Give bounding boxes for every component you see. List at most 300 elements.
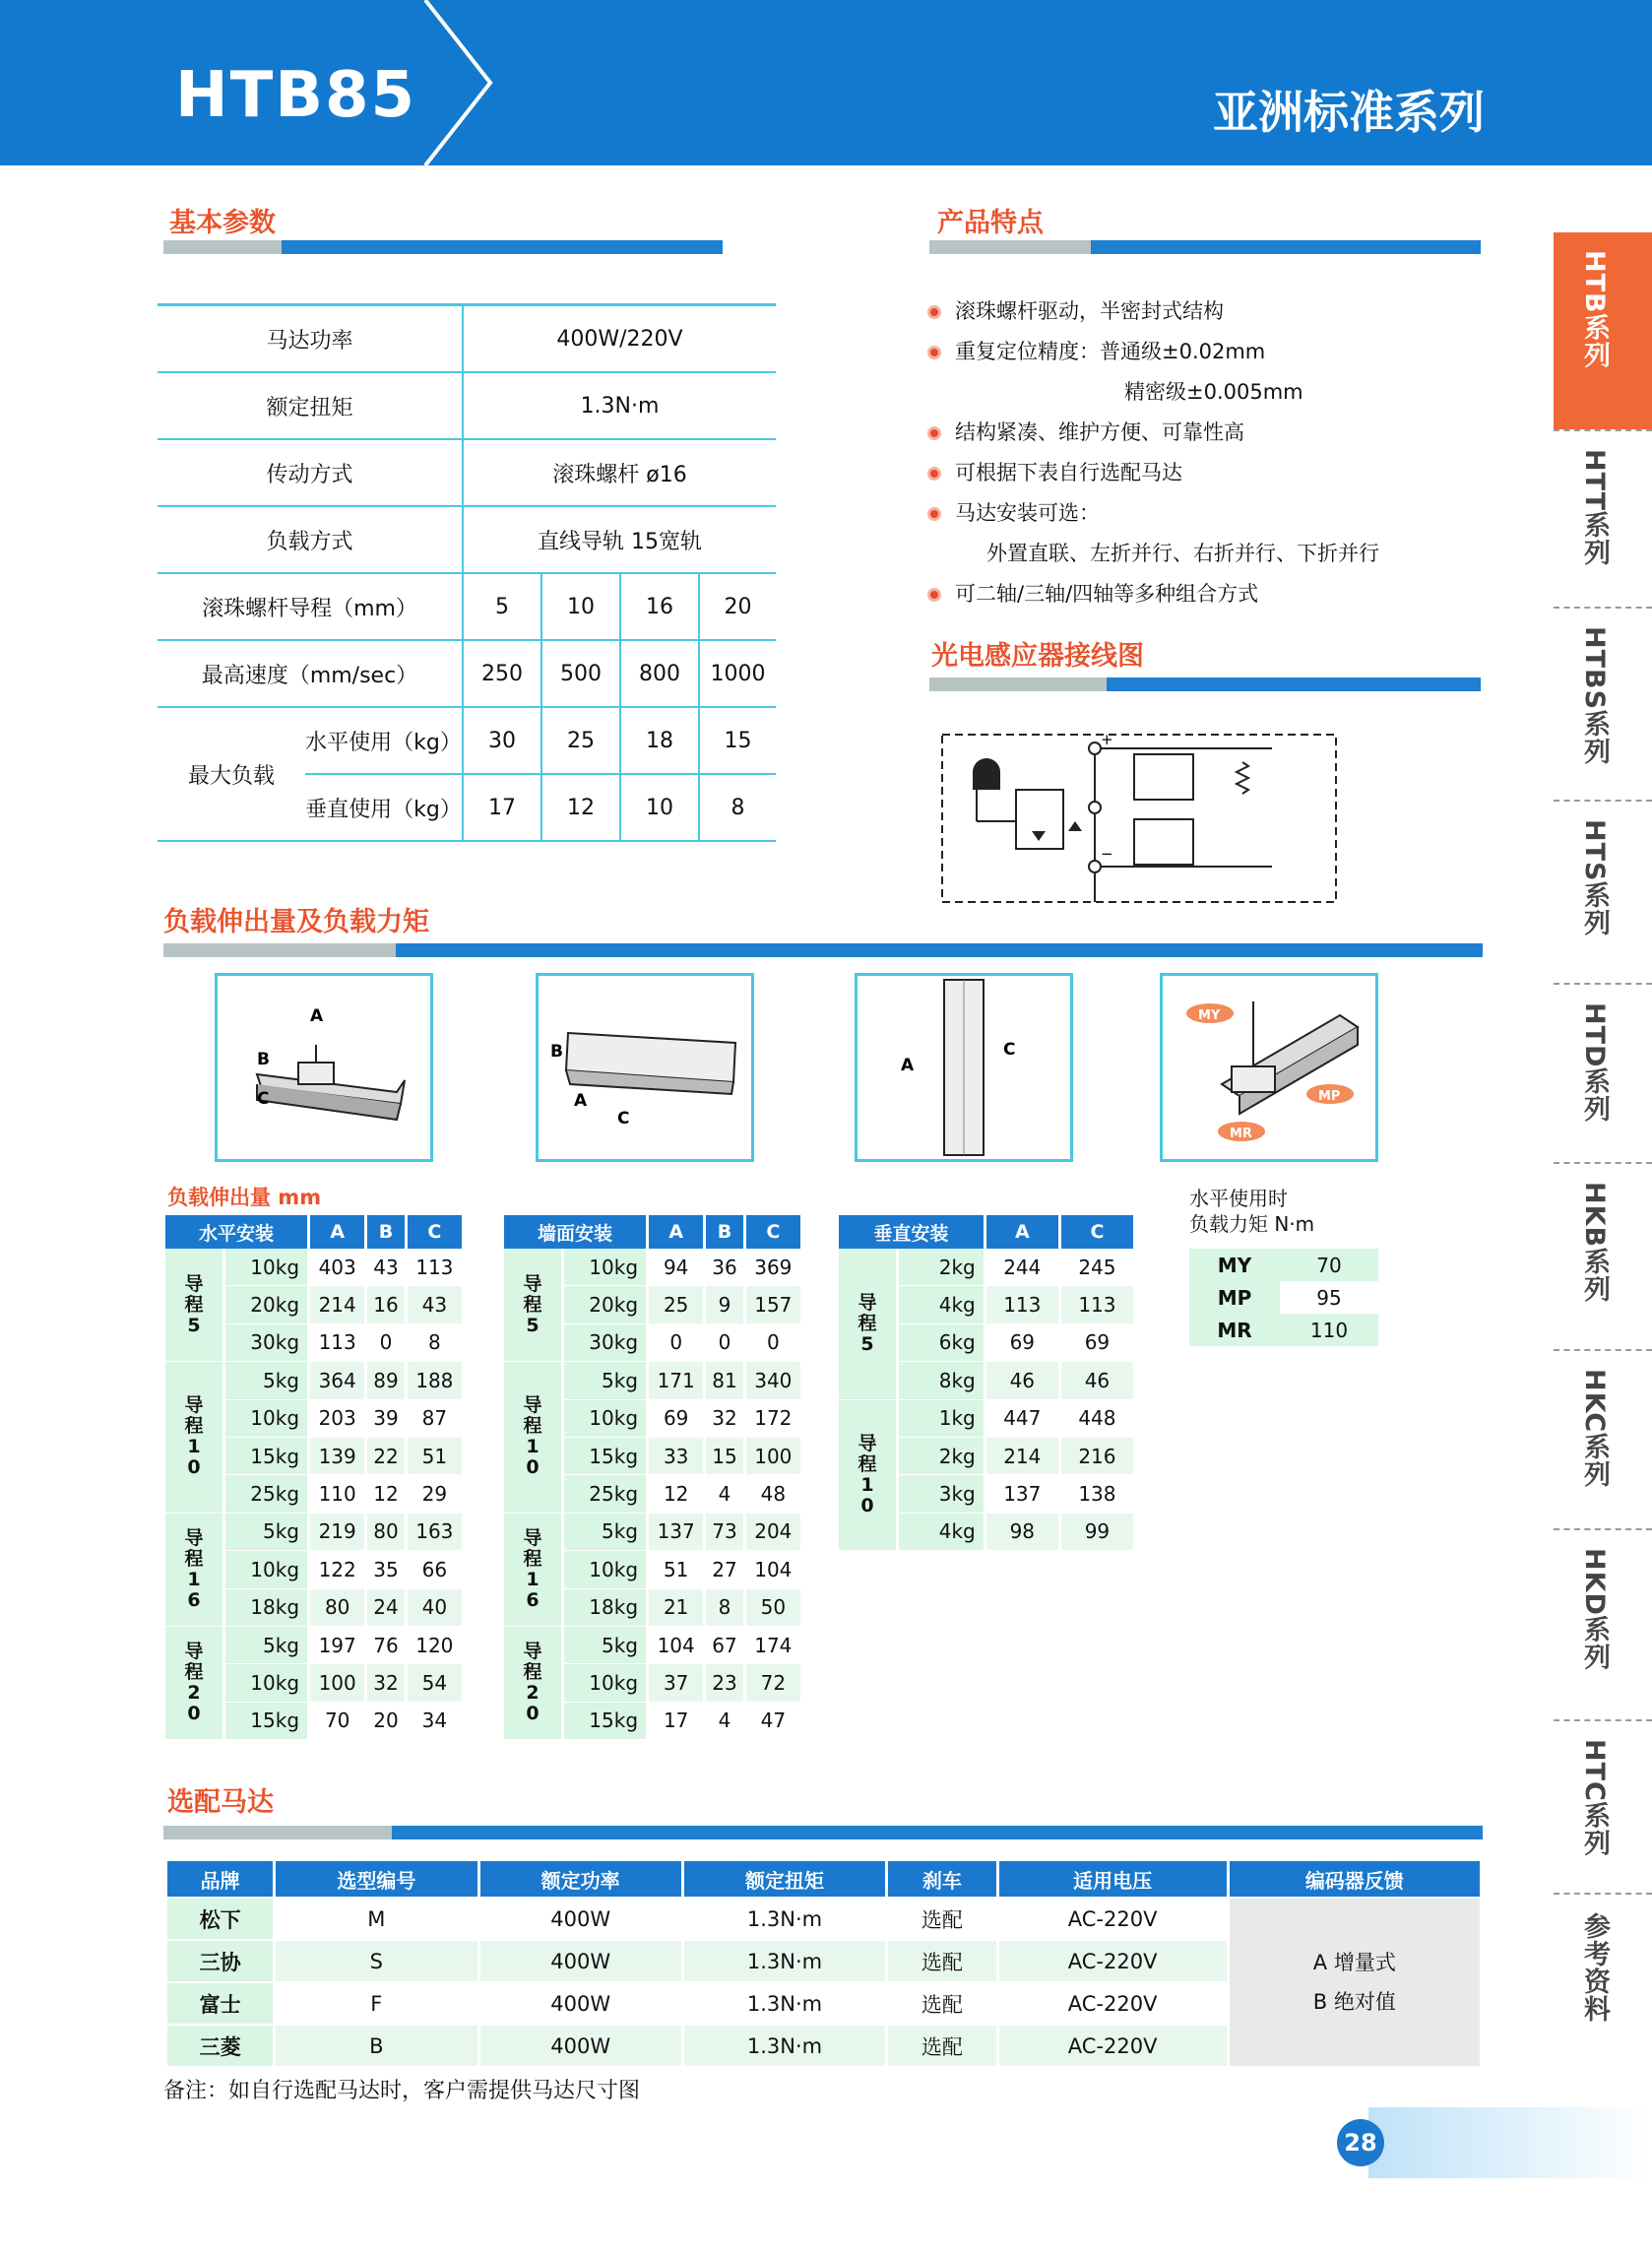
vert-value: 12 (541, 774, 620, 841)
moment-value: 95 (1316, 1285, 1342, 1310)
load-value: 81 (705, 1362, 744, 1399)
lead-group-label: 导程16 (184, 1526, 204, 1611)
motor-cell: AC-220V (997, 1940, 1228, 1982)
load-value: 51 (406, 1437, 463, 1474)
load-value: 113 (406, 1249, 463, 1286)
load-value: 36 (705, 1249, 744, 1286)
load-value: 137 (985, 1475, 1059, 1513)
load-value: 27 (705, 1551, 744, 1588)
load-value: 33 (648, 1437, 705, 1474)
load-value: 447 (985, 1399, 1059, 1437)
load-value: 46 (1059, 1362, 1134, 1399)
lead-value: 5 (463, 573, 541, 640)
load-value: 69 (985, 1323, 1059, 1361)
side-tab-3[interactable] (1554, 800, 1652, 983)
param-value: 滚珠螺杆 ø16 (463, 439, 776, 506)
moment-table (1189, 1249, 1378, 1346)
load-kg: 4kg (898, 1286, 985, 1323)
load-value: 172 (744, 1399, 801, 1437)
load-header: 水平安装 (165, 1215, 309, 1249)
section-bar (163, 1826, 1483, 1839)
load-value: 0 (366, 1323, 406, 1361)
load-kg: 25kg (563, 1475, 648, 1513)
side-tab-6[interactable] (1554, 1349, 1652, 1528)
load-value: 104 (648, 1626, 705, 1663)
wall-load-table (504, 1215, 803, 1740)
horiz-value: 25 (541, 707, 620, 774)
motor-cell: 1.3N·m (682, 2025, 886, 2066)
lead-group-label: 导程16 (523, 1526, 542, 1611)
load-value: 29 (406, 1475, 463, 1513)
motor-header: 额定扭矩 (682, 1861, 886, 1898)
feature-text: 精密级±0.005mm (1124, 380, 1303, 404)
load-value: 171 (648, 1362, 705, 1399)
speed-value: 500 (541, 640, 620, 707)
moment-key: MR (1189, 1314, 1280, 1346)
motor-cell: AC-220V (997, 1898, 1228, 1940)
horiz-value: 30 (463, 707, 541, 774)
vert-value: 10 (620, 774, 699, 841)
section-bar (929, 677, 1481, 691)
load-kg: 30kg (563, 1323, 648, 1361)
moment-title (1189, 1186, 1314, 1237)
side-tab-label: HTB系列 (1579, 250, 1610, 369)
side-tab-label: HTD系列 (1579, 1002, 1610, 1124)
vert-label: 垂直使用（kg） (305, 774, 463, 841)
feature-item (927, 413, 1379, 453)
bullet-icon (927, 305, 941, 319)
motor-cell: 400W (478, 1940, 682, 1982)
motor-cell: B (275, 2025, 478, 2066)
moment-value: 70 (1280, 1249, 1378, 1281)
speed-value: 1000 (699, 640, 776, 707)
motor-header: 选型编号 (275, 1861, 478, 1898)
label-mp: MP (1318, 1089, 1341, 1104)
motor-title: 选配马达 (167, 1787, 274, 1818)
load-value: 204 (744, 1513, 801, 1550)
load-section-title: 负载伸出量及负载力矩 (163, 907, 429, 937)
feature-item (927, 493, 1379, 534)
load-kg: 10kg (563, 1551, 648, 1588)
motor-cell: 1.3N·m (682, 1940, 886, 1982)
horiz-value: 15 (699, 707, 776, 774)
label-c: C (1003, 1040, 1016, 1060)
load-value: 137 (648, 1513, 705, 1550)
basic-params-title: 基本参数 (169, 208, 276, 238)
motor-cell: 400W (478, 1898, 682, 1940)
load-kg: 5kg (224, 1362, 309, 1399)
load-value: 32 (705, 1399, 744, 1437)
load-header: A (309, 1215, 366, 1249)
load-value: 67 (705, 1626, 744, 1663)
motor-cell: 选配 (887, 1940, 997, 1982)
label-b: B (550, 1042, 563, 1062)
moment-key: MY (1189, 1249, 1280, 1281)
load-value: 69 (648, 1399, 705, 1437)
feature-text: 可根据下表自行选配马达 (955, 461, 1182, 484)
moment-figure (1160, 973, 1378, 1162)
lead-group-label: 导程10 (858, 1432, 877, 1516)
load-value: 32 (366, 1664, 406, 1702)
load-value: 174 (744, 1626, 801, 1663)
load-value: 47 (744, 1702, 801, 1739)
minus-label: − (1101, 845, 1113, 863)
load-kg: 1kg (898, 1399, 985, 1437)
features-title: 产品特点 (937, 208, 1044, 238)
lead-group (165, 1513, 224, 1626)
load-kg: 10kg (563, 1399, 648, 1437)
motor-header: 品牌 (167, 1861, 275, 1898)
lead-group-label: 导程5 (523, 1272, 542, 1336)
load-kg: 15kg (224, 1437, 309, 1474)
side-tab-9[interactable] (1554, 1893, 1652, 2054)
lead-group (504, 1249, 563, 1362)
section-bar (163, 943, 1483, 957)
lead-group (165, 1362, 224, 1514)
motor-brand: 富士 (167, 1982, 275, 2025)
load-value: 4 (705, 1475, 744, 1513)
load-value: 22 (366, 1437, 406, 1474)
bullet-icon (927, 346, 941, 359)
plus-label: + (1101, 731, 1113, 748)
load-kg: 3kg (898, 1475, 985, 1513)
load-kg: 20kg (563, 1286, 648, 1323)
param-label: 额定扭矩 (158, 372, 463, 439)
load-value: 197 (309, 1626, 366, 1663)
horiz-value: 18 (620, 707, 699, 774)
lead-group (839, 1249, 898, 1399)
load-value: 21 (648, 1588, 705, 1626)
motor-cell: 1.3N·m (682, 1982, 886, 2025)
load-subtitle: 负载伸出量 mm (167, 1186, 322, 1209)
model-title: HTB85 (175, 59, 417, 132)
label-a: A (310, 1006, 324, 1026)
bullet-icon (927, 426, 941, 440)
side-tab-label: HTBS系列 (1579, 626, 1610, 766)
lead-group (504, 1513, 563, 1626)
lead-group (165, 1626, 224, 1739)
load-kg: 2kg (898, 1437, 985, 1474)
lead-value: 10 (541, 573, 620, 640)
load-value: 110 (309, 1475, 366, 1513)
bullet-icon (927, 588, 941, 602)
load-value: 8 (406, 1323, 463, 1361)
load-kg: 5kg (563, 1626, 648, 1663)
motor-cell: F (275, 1982, 478, 2025)
side-tab-label: HTS系列 (1579, 819, 1610, 937)
load-value: 99 (1059, 1513, 1134, 1550)
feature-text: 滚珠螺杆驱动，半密封式结构 (955, 299, 1224, 323)
load-value: 76 (366, 1626, 406, 1663)
lead-group (165, 1249, 224, 1362)
load-kg: 6kg (898, 1323, 985, 1361)
motor-note: 备注：如自行选配马达时，客户需提供马达尺寸图 (163, 2079, 641, 2103)
label-b: B (257, 1050, 270, 1069)
sensor-title: 光电感应器接线图 (931, 641, 1144, 672)
load-value: 80 (309, 1588, 366, 1626)
lead-group-label: 导程20 (523, 1640, 542, 1724)
motor-cell: AC-220V (997, 1982, 1228, 2025)
load-value: 9 (705, 1286, 744, 1323)
load-value: 20 (366, 1702, 406, 1739)
section-bar (929, 240, 1481, 254)
wiring-diagram (937, 723, 1351, 910)
load-value: 448 (1059, 1399, 1134, 1437)
side-tab-label: HKD系列 (1579, 1548, 1610, 1671)
param-value: 1.3N·m (463, 372, 776, 439)
load-value: 0 (648, 1323, 705, 1361)
load-value: 87 (406, 1399, 463, 1437)
load-value: 113 (985, 1286, 1059, 1323)
load-header: C (744, 1215, 801, 1249)
load-value: 72 (744, 1664, 801, 1702)
load-value: 138 (1059, 1475, 1134, 1513)
load-kg: 10kg (563, 1249, 648, 1286)
side-tab-label: HKC系列 (1579, 1369, 1610, 1489)
feature-text: 可二轴/三轴/四轴等多种组合方式 (955, 582, 1259, 606)
load-value: 15 (705, 1437, 744, 1474)
side-tab-4[interactable] (1554, 983, 1652, 1162)
wall-mount-figure (536, 973, 754, 1162)
load-value: 369 (744, 1249, 801, 1286)
label-a: A (901, 1056, 915, 1075)
series-side-nav (1554, 232, 1652, 2054)
motor-table (167, 1861, 1483, 2066)
motor-cell: AC-220V (997, 2025, 1228, 2066)
side-tab-label: HKB系列 (1579, 1182, 1610, 1304)
load-kg: 5kg (563, 1362, 648, 1399)
side-tab-0[interactable] (1554, 232, 1652, 429)
side-tab-7[interactable] (1554, 1528, 1652, 1719)
load-kg: 8kg (898, 1362, 985, 1399)
load-header: 垂直安装 (839, 1215, 985, 1249)
load-kg: 30kg (224, 1323, 309, 1361)
load-kg: 5kg (563, 1513, 648, 1550)
lead-group-label: 导程5 (184, 1272, 204, 1336)
load-value: 244 (985, 1249, 1059, 1286)
side-tab-label: 参考资料 (1579, 1912, 1610, 2023)
load-value: 17 (648, 1702, 705, 1739)
horiz-label: 水平使用（kg） (305, 707, 463, 774)
vert-value: 8 (699, 774, 776, 841)
load-value: 39 (366, 1399, 406, 1437)
side-tab-label: HTC系列 (1579, 1739, 1610, 1857)
side-tab-5[interactable] (1554, 1162, 1652, 1349)
label-c: C (257, 1089, 270, 1109)
lead-group (504, 1362, 563, 1514)
feature-item (927, 574, 1379, 614)
load-value: 12 (366, 1475, 406, 1513)
load-value: 216 (1059, 1437, 1134, 1474)
load-kg: 10kg (224, 1249, 309, 1286)
load-value: 219 (309, 1513, 366, 1550)
load-kg: 18kg (224, 1588, 309, 1626)
load-header: A (648, 1215, 705, 1249)
lead-value: 20 (699, 573, 776, 640)
motor-brand: 三协 (167, 1940, 275, 1982)
moment-value: 110 (1280, 1314, 1378, 1346)
load-value: 43 (366, 1249, 406, 1286)
load-value: 48 (744, 1475, 801, 1513)
load-value: 120 (406, 1626, 463, 1663)
feature-item (927, 291, 1379, 332)
load-value: 43 (406, 1286, 463, 1323)
load-kg: 25kg (224, 1475, 309, 1513)
load-kg: 5kg (224, 1513, 309, 1550)
moment-title-line: 负载力矩 N·m (1189, 1212, 1315, 1236)
motor-cell: 1.3N·m (682, 1898, 886, 1940)
feature-item (927, 453, 1379, 493)
load-value: 12 (648, 1475, 705, 1513)
load-kg: 20kg (224, 1286, 309, 1323)
load-value: 35 (366, 1551, 406, 1588)
param-value: 直线导轨 15宽轨 (463, 506, 776, 573)
load-value: 122 (309, 1551, 366, 1588)
load-value: 100 (744, 1437, 801, 1474)
load-value: 340 (744, 1362, 801, 1399)
label-c: C (617, 1109, 630, 1128)
encoder-cell (1228, 1898, 1481, 2066)
encoder-option: B 绝对值 (1312, 1990, 1396, 2014)
motor-cell: S (275, 1940, 478, 1982)
feature-item (927, 332, 1379, 372)
motor-header: 刹车 (887, 1861, 997, 1898)
feature-text: 结构紧凑、维护方便、可靠性高 (955, 420, 1244, 444)
load-header: B (705, 1215, 744, 1249)
load-value: 40 (406, 1588, 463, 1626)
load-value: 50 (744, 1588, 801, 1626)
load-header: A (985, 1215, 1059, 1249)
lead-group-label: 导程20 (184, 1640, 204, 1724)
load-value: 98 (985, 1513, 1059, 1550)
section-bar (163, 240, 723, 254)
feature-text: 外置直联、左折并行、右折并行、下折并行 (986, 542, 1379, 565)
load-value: 245 (1059, 1249, 1134, 1286)
bullet-icon (927, 467, 941, 481)
load-value: 104 (744, 1551, 801, 1588)
feature-item (927, 372, 1379, 413)
load-value: 23 (705, 1664, 744, 1702)
load-kg: 15kg (563, 1437, 648, 1474)
side-tab-8[interactable] (1554, 1719, 1652, 1893)
param-label: 马达功率 (158, 305, 463, 373)
load-value: 34 (406, 1702, 463, 1739)
motor-cell: M (275, 1898, 478, 1940)
moment-title-line: 水平使用时 (1189, 1187, 1288, 1210)
load-kg: 18kg (563, 1588, 648, 1626)
load-value: 73 (705, 1513, 744, 1550)
series-title: 亚洲标准系列 (1213, 86, 1485, 139)
motor-cell: 400W (478, 1982, 682, 2025)
bullet-icon (927, 507, 941, 521)
feature-item (927, 534, 1379, 574)
page-number: 28 (1337, 2119, 1384, 2166)
side-tab-label: HTT系列 (1579, 449, 1610, 567)
basic-params-table (158, 303, 776, 842)
feature-text: 马达安装可选： (955, 501, 1100, 525)
load-kg: 10kg (224, 1664, 309, 1702)
vert-value: 17 (463, 774, 541, 841)
load-value: 89 (366, 1362, 406, 1399)
load-kg: 10kg (224, 1551, 309, 1588)
load-header: 墙面安装 (504, 1215, 648, 1249)
load-value: 113 (309, 1323, 366, 1361)
motor-cell: 选配 (887, 2025, 997, 2066)
load-value: 214 (309, 1286, 366, 1323)
load-kg: 5kg (224, 1626, 309, 1663)
horizontal-load-table (165, 1215, 465, 1740)
side-tab-1[interactable] (1554, 429, 1652, 607)
lead-group-label: 导程5 (858, 1291, 877, 1355)
feature-text: 重复定位精度：普通级±0.02mm (955, 340, 1266, 363)
load-header: C (406, 1215, 463, 1249)
motor-cell: 选配 (887, 1898, 997, 1940)
page-footer-bar (1368, 2107, 1652, 2178)
lead-group-label: 导程10 (523, 1394, 542, 1479)
side-tab-2[interactable] (1554, 607, 1652, 800)
load-value: 157 (744, 1286, 801, 1323)
speed-label: 最高速度（mm/sec） (158, 640, 463, 707)
load-kg: 10kg (224, 1399, 309, 1437)
motor-cell: 400W (478, 2025, 682, 2066)
load-value: 203 (309, 1399, 366, 1437)
load-value: 54 (406, 1664, 463, 1702)
load-value: 4 (705, 1702, 744, 1739)
label-my: MY (1198, 1008, 1221, 1023)
param-label: 负载方式 (158, 506, 463, 573)
lead-label: 滚珠螺杆导程（mm） (158, 573, 463, 640)
load-value: 0 (705, 1323, 744, 1361)
maxload-label: 最大负载 (158, 707, 305, 841)
motor-header: 适用电压 (997, 1861, 1228, 1898)
load-value: 214 (985, 1437, 1059, 1474)
motor-cell: 选配 (887, 1982, 997, 2025)
encoder-option: A 增量式 (1312, 1951, 1396, 1974)
load-value: 69 (1059, 1323, 1134, 1361)
load-kg: 15kg (224, 1702, 309, 1739)
load-value: 70 (309, 1702, 366, 1739)
load-header: B (366, 1215, 406, 1249)
load-value: 80 (366, 1513, 406, 1550)
motor-brand: 三菱 (167, 2025, 275, 2066)
feature-list (927, 291, 1379, 614)
motor-brand: 松下 (167, 1898, 275, 1940)
speed-value: 250 (463, 640, 541, 707)
load-value: 364 (309, 1362, 366, 1399)
load-value: 94 (648, 1249, 705, 1286)
moment-key: MP (1189, 1281, 1280, 1314)
load-kg: 2kg (898, 1249, 985, 1286)
param-value: 400W/220V (463, 305, 776, 373)
load-value: 37 (648, 1664, 705, 1702)
vertical-mount-figure (855, 973, 1073, 1162)
load-value: 25 (648, 1286, 705, 1323)
speed-value: 800 (620, 640, 699, 707)
lead-group (504, 1626, 563, 1739)
load-value: 0 (744, 1323, 801, 1361)
load-value: 139 (309, 1437, 366, 1474)
load-header: C (1059, 1215, 1134, 1249)
vertical-load-table (839, 1215, 1136, 1551)
label-mr: MR (1230, 1127, 1252, 1141)
lead-group-label: 导程10 (184, 1394, 204, 1479)
load-value: 8 (705, 1588, 744, 1626)
load-value: 113 (1059, 1286, 1134, 1323)
chevron-icon (413, 0, 502, 165)
load-value: 100 (309, 1664, 366, 1702)
load-kg: 4kg (898, 1513, 985, 1550)
load-value: 24 (366, 1588, 406, 1626)
